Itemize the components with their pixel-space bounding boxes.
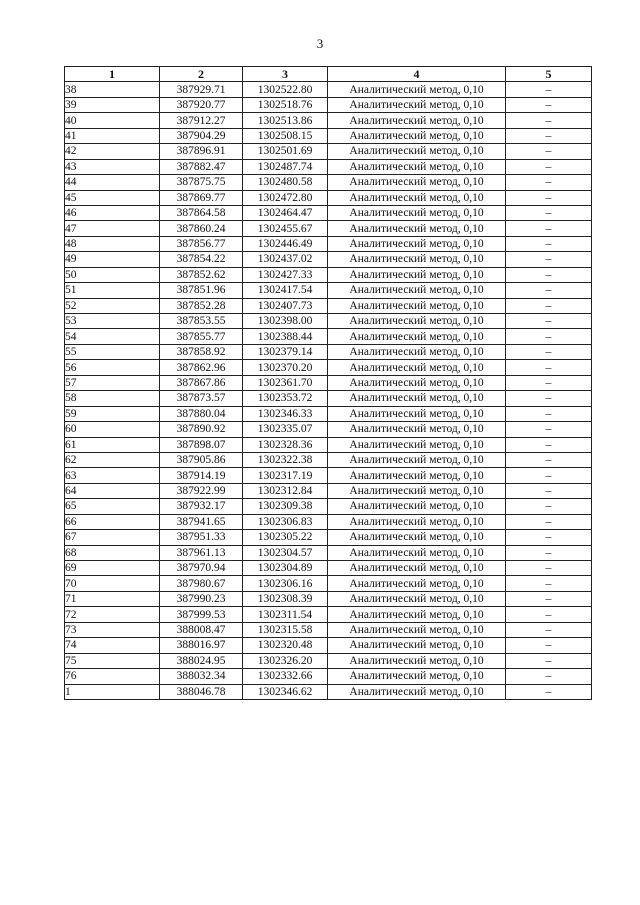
y-coordinate-cell: 1302388.44 (243, 329, 328, 344)
table-row (65, 82, 592, 97)
table-row (65, 607, 592, 622)
point-number-cell: 50 (65, 267, 160, 282)
y-coordinate-cell: 1302455.67 (243, 221, 328, 236)
y-coordinate-cell: 1302308.39 (243, 591, 328, 606)
method-cell: Аналитический метод, 0,10 (328, 252, 506, 267)
method-cell: Аналитический метод, 0,10 (328, 128, 506, 143)
x-coordinate-cell: 387858.92 (160, 344, 243, 359)
point-number-cell: 44 (65, 175, 160, 190)
table-row (65, 221, 592, 236)
x-coordinate-cell: 387951.33 (160, 530, 243, 545)
y-coordinate-cell: 1302304.89 (243, 561, 328, 576)
note-cell: – (506, 175, 592, 190)
method-cell: Аналитический метод, 0,10 (328, 530, 506, 545)
method-cell: Аналитический метод, 0,10 (328, 205, 506, 220)
x-coordinate-cell: 387890.92 (160, 422, 243, 437)
y-coordinate-cell: 1302305.22 (243, 530, 328, 545)
x-coordinate-cell: 387914.19 (160, 468, 243, 483)
method-cell: Аналитический метод, 0,10 (328, 422, 506, 437)
table-row (65, 452, 592, 467)
x-coordinate-cell: 387869.77 (160, 190, 243, 205)
y-coordinate-cell: 1302370.20 (243, 360, 328, 375)
table-row (65, 530, 592, 545)
method-cell: Аналитический метод, 0,10 (328, 607, 506, 622)
table-row (65, 499, 592, 514)
column-header: 1 (65, 67, 160, 82)
note-cell: – (506, 607, 592, 622)
y-coordinate-cell: 1302326.20 (243, 653, 328, 668)
note-cell: – (506, 252, 592, 267)
table-row (65, 406, 592, 421)
x-coordinate-cell: 387904.29 (160, 128, 243, 143)
y-coordinate-cell: 1302407.73 (243, 298, 328, 313)
table-row (65, 684, 592, 699)
x-coordinate-cell: 388008.47 (160, 622, 243, 637)
point-number-cell: 68 (65, 545, 160, 560)
y-coordinate-cell: 1302417.54 (243, 283, 328, 298)
method-cell: Аналитический метод, 0,10 (328, 406, 506, 421)
x-coordinate-cell: 387932.17 (160, 499, 243, 514)
point-number-cell: 65 (65, 499, 160, 514)
note-cell: – (506, 561, 592, 576)
point-number-cell: 60 (65, 422, 160, 437)
point-number-cell: 64 (65, 483, 160, 498)
x-coordinate-cell: 387864.58 (160, 205, 243, 220)
x-coordinate-cell: 387862.96 (160, 360, 243, 375)
method-cell: Аналитический метод, 0,10 (328, 175, 506, 190)
point-number-cell: 46 (65, 205, 160, 220)
x-coordinate-cell: 387880.04 (160, 406, 243, 421)
note-cell: – (506, 97, 592, 112)
note-cell: – (506, 221, 592, 236)
method-cell: Аналитический метод, 0,10 (328, 236, 506, 251)
table-row (65, 252, 592, 267)
coordinates-table (64, 66, 592, 700)
note-cell: – (506, 82, 592, 97)
y-coordinate-cell: 1302508.15 (243, 128, 328, 143)
table-row (65, 144, 592, 159)
note-cell: – (506, 190, 592, 205)
page-number: 3 (316, 36, 324, 51)
table-row (65, 669, 592, 684)
note-cell: – (506, 499, 592, 514)
x-coordinate-cell: 387855.77 (160, 329, 243, 344)
x-coordinate-cell: 387898.07 (160, 437, 243, 452)
point-number-cell: 76 (65, 669, 160, 684)
x-coordinate-cell: 387852.62 (160, 267, 243, 282)
y-coordinate-cell: 1302346.62 (243, 684, 328, 699)
table-row (65, 638, 592, 653)
method-cell: Аналитический метод, 0,10 (328, 483, 506, 498)
point-number-cell: 45 (65, 190, 160, 205)
x-coordinate-cell: 387851.96 (160, 283, 243, 298)
y-coordinate-cell: 1302437.02 (243, 252, 328, 267)
y-coordinate-cell: 1302322.38 (243, 452, 328, 467)
x-coordinate-cell: 388046.78 (160, 684, 243, 699)
table-row (65, 128, 592, 143)
x-coordinate-cell: 388024.95 (160, 653, 243, 668)
x-coordinate-cell: 387980.67 (160, 576, 243, 591)
method-cell: Аналитический метод, 0,10 (328, 499, 506, 514)
x-coordinate-cell: 387922.99 (160, 483, 243, 498)
y-coordinate-cell: 1302335.07 (243, 422, 328, 437)
point-number-cell: 48 (65, 236, 160, 251)
y-coordinate-cell: 1302306.16 (243, 576, 328, 591)
point-number-cell: 72 (65, 607, 160, 622)
method-cell: Аналитический метод, 0,10 (328, 144, 506, 159)
point-number-cell: 70 (65, 576, 160, 591)
method-cell: Аналитический метод, 0,10 (328, 344, 506, 359)
note-cell: – (506, 128, 592, 143)
x-coordinate-cell: 387856.77 (160, 236, 243, 251)
y-coordinate-cell: 1302309.38 (243, 499, 328, 514)
method-cell: Аналитический метод, 0,10 (328, 159, 506, 174)
point-number-cell: 69 (65, 561, 160, 576)
x-coordinate-cell: 387912.27 (160, 113, 243, 128)
y-coordinate-cell: 1302501.69 (243, 144, 328, 159)
note-cell: – (506, 576, 592, 591)
point-number-cell: 53 (65, 314, 160, 329)
table-row (65, 375, 592, 390)
point-number-cell: 59 (65, 406, 160, 421)
note-cell: – (506, 283, 592, 298)
x-coordinate-cell: 387853.55 (160, 314, 243, 329)
point-number-cell: 40 (65, 113, 160, 128)
y-coordinate-cell: 1302346.33 (243, 406, 328, 421)
point-number-cell: 38 (65, 82, 160, 97)
note-cell: – (506, 144, 592, 159)
point-number-cell: 43 (65, 159, 160, 174)
point-number-cell: 75 (65, 653, 160, 668)
method-cell: Аналитический метод, 0,10 (328, 591, 506, 606)
note-cell: – (506, 113, 592, 128)
method-cell: Аналитический метод, 0,10 (328, 622, 506, 637)
table-row (65, 175, 592, 190)
method-cell: Аналитический метод, 0,10 (328, 437, 506, 452)
point-number-cell: 66 (65, 514, 160, 529)
table-row (65, 314, 592, 329)
table-row (65, 391, 592, 406)
point-number-cell: 55 (65, 344, 160, 359)
x-coordinate-cell: 387852.28 (160, 298, 243, 313)
y-coordinate-cell: 1302487.74 (243, 159, 328, 174)
point-number-cell: 57 (65, 375, 160, 390)
table-row (65, 622, 592, 637)
method-cell: Аналитический метод, 0,10 (328, 669, 506, 684)
y-coordinate-cell: 1302317.19 (243, 468, 328, 483)
x-coordinate-cell: 387875.75 (160, 175, 243, 190)
table-row (65, 236, 592, 251)
method-cell: Аналитический метод, 0,10 (328, 561, 506, 576)
point-number-cell: 67 (65, 530, 160, 545)
x-coordinate-cell: 387860.24 (160, 221, 243, 236)
y-coordinate-cell: 1302427.33 (243, 267, 328, 282)
y-coordinate-cell: 1302332.66 (243, 669, 328, 684)
table-row (65, 360, 592, 375)
x-coordinate-cell: 387854.22 (160, 252, 243, 267)
table-row (65, 561, 592, 576)
table-row (65, 576, 592, 591)
table-row (65, 97, 592, 112)
note-cell: – (506, 514, 592, 529)
y-coordinate-cell: 1302480.58 (243, 175, 328, 190)
column-header: 2 (160, 67, 243, 82)
point-number-cell: 52 (65, 298, 160, 313)
note-cell: – (506, 159, 592, 174)
method-cell: Аналитический метод, 0,10 (328, 452, 506, 467)
point-number-cell: 39 (65, 97, 160, 112)
y-coordinate-cell: 1302472.80 (243, 190, 328, 205)
table-row (65, 159, 592, 174)
point-number-cell: 49 (65, 252, 160, 267)
method-cell: Аналитический метод, 0,10 (328, 314, 506, 329)
table-row (65, 653, 592, 668)
point-number-cell: 73 (65, 622, 160, 637)
method-cell: Аналитический метод, 0,10 (328, 468, 506, 483)
note-cell: – (506, 360, 592, 375)
note-cell: – (506, 375, 592, 390)
y-coordinate-cell: 1302513.86 (243, 113, 328, 128)
x-coordinate-cell: 387990.23 (160, 591, 243, 606)
point-number-cell: 58 (65, 391, 160, 406)
y-coordinate-cell: 1302446.49 (243, 236, 328, 251)
note-cell: – (506, 591, 592, 606)
point-number-cell: 71 (65, 591, 160, 606)
table-row (65, 267, 592, 282)
point-number-cell: 63 (65, 468, 160, 483)
note-cell: – (506, 684, 592, 699)
column-header: 4 (328, 67, 506, 82)
y-coordinate-cell: 1302306.83 (243, 514, 328, 529)
table-row (65, 437, 592, 452)
note-cell: – (506, 545, 592, 560)
note-cell: – (506, 437, 592, 452)
note-cell: – (506, 406, 592, 421)
table-row (65, 545, 592, 560)
note-cell: – (506, 669, 592, 684)
method-cell: Аналитический метод, 0,10 (328, 267, 506, 282)
note-cell: – (506, 622, 592, 637)
y-coordinate-cell: 1302320.48 (243, 638, 328, 653)
method-cell: Аналитический метод, 0,10 (328, 514, 506, 529)
x-coordinate-cell: 387999.53 (160, 607, 243, 622)
table-row (65, 344, 592, 359)
x-coordinate-cell: 387882.47 (160, 159, 243, 174)
x-coordinate-cell: 387929.71 (160, 82, 243, 97)
method-cell: Аналитический метод, 0,10 (328, 329, 506, 344)
note-cell: – (506, 422, 592, 437)
note-cell: – (506, 468, 592, 483)
table-row (65, 329, 592, 344)
x-coordinate-cell: 387896.91 (160, 144, 243, 159)
note-cell: – (506, 638, 592, 653)
column-header: 3 (243, 67, 328, 82)
table-row (65, 190, 592, 205)
x-coordinate-cell: 388016.97 (160, 638, 243, 653)
point-number-cell: 61 (65, 437, 160, 452)
x-coordinate-cell: 387867.86 (160, 375, 243, 390)
column-header: 5 (506, 67, 592, 82)
y-coordinate-cell: 1302379.14 (243, 344, 328, 359)
point-number-cell: 51 (65, 283, 160, 298)
table-row (65, 205, 592, 220)
point-number-cell: 56 (65, 360, 160, 375)
note-cell: – (506, 530, 592, 545)
method-cell: Аналитический метод, 0,10 (328, 375, 506, 390)
x-coordinate-cell: 387941.65 (160, 514, 243, 529)
method-cell: Аналитический метод, 0,10 (328, 82, 506, 97)
method-cell: Аналитический метод, 0,10 (328, 298, 506, 313)
y-coordinate-cell: 1302398.00 (243, 314, 328, 329)
y-coordinate-cell: 1302312.84 (243, 483, 328, 498)
method-cell: Аналитический метод, 0,10 (328, 684, 506, 699)
x-coordinate-cell: 387920.77 (160, 97, 243, 112)
table-row (65, 113, 592, 128)
point-number-cell: 41 (65, 128, 160, 143)
note-cell: – (506, 329, 592, 344)
table-header-row (65, 67, 592, 82)
note-cell: – (506, 236, 592, 251)
y-coordinate-cell: 1302464.47 (243, 205, 328, 220)
y-coordinate-cell: 1302522.80 (243, 82, 328, 97)
x-coordinate-cell: 387961.13 (160, 545, 243, 560)
note-cell: – (506, 391, 592, 406)
y-coordinate-cell: 1302518.76 (243, 97, 328, 112)
note-cell: – (506, 314, 592, 329)
point-number-cell: 47 (65, 221, 160, 236)
method-cell: Аналитический метод, 0,10 (328, 545, 506, 560)
note-cell: – (506, 267, 592, 282)
method-cell: Аналитический метод, 0,10 (328, 638, 506, 653)
table-row (65, 422, 592, 437)
method-cell: Аналитический метод, 0,10 (328, 283, 506, 298)
x-coordinate-cell: 387970.94 (160, 561, 243, 576)
x-coordinate-cell: 387873.57 (160, 391, 243, 406)
method-cell: Аналитический метод, 0,10 (328, 391, 506, 406)
table-row (65, 283, 592, 298)
table-body (65, 82, 592, 700)
note-cell: – (506, 483, 592, 498)
table-row (65, 514, 592, 529)
method-cell: Аналитический метод, 0,10 (328, 190, 506, 205)
note-cell: – (506, 344, 592, 359)
point-number-cell: 42 (65, 144, 160, 159)
note-cell: – (506, 205, 592, 220)
note-cell: – (506, 452, 592, 467)
point-number-cell: 54 (65, 329, 160, 344)
y-coordinate-cell: 1302315.58 (243, 622, 328, 637)
y-coordinate-cell: 1302304.57 (243, 545, 328, 560)
point-number-cell: 62 (65, 452, 160, 467)
note-cell: – (506, 653, 592, 668)
x-coordinate-cell: 387905.86 (160, 452, 243, 467)
table-row (65, 468, 592, 483)
method-cell: Аналитический метод, 0,10 (328, 653, 506, 668)
point-number-cell: 1 (65, 684, 160, 699)
point-number-cell: 74 (65, 638, 160, 653)
table-row (65, 483, 592, 498)
y-coordinate-cell: 1302353.72 (243, 391, 328, 406)
x-coordinate-cell: 388032.34 (160, 669, 243, 684)
table-row (65, 298, 592, 313)
method-cell: Аналитический метод, 0,10 (328, 113, 506, 128)
method-cell: Аналитический метод, 0,10 (328, 576, 506, 591)
y-coordinate-cell: 1302311.54 (243, 607, 328, 622)
note-cell: – (506, 298, 592, 313)
table-row (65, 591, 592, 606)
method-cell: Аналитический метод, 0,10 (328, 97, 506, 112)
y-coordinate-cell: 1302361.70 (243, 375, 328, 390)
method-cell: Аналитический метод, 0,10 (328, 360, 506, 375)
method-cell: Аналитический метод, 0,10 (328, 221, 506, 236)
y-coordinate-cell: 1302328.36 (243, 437, 328, 452)
